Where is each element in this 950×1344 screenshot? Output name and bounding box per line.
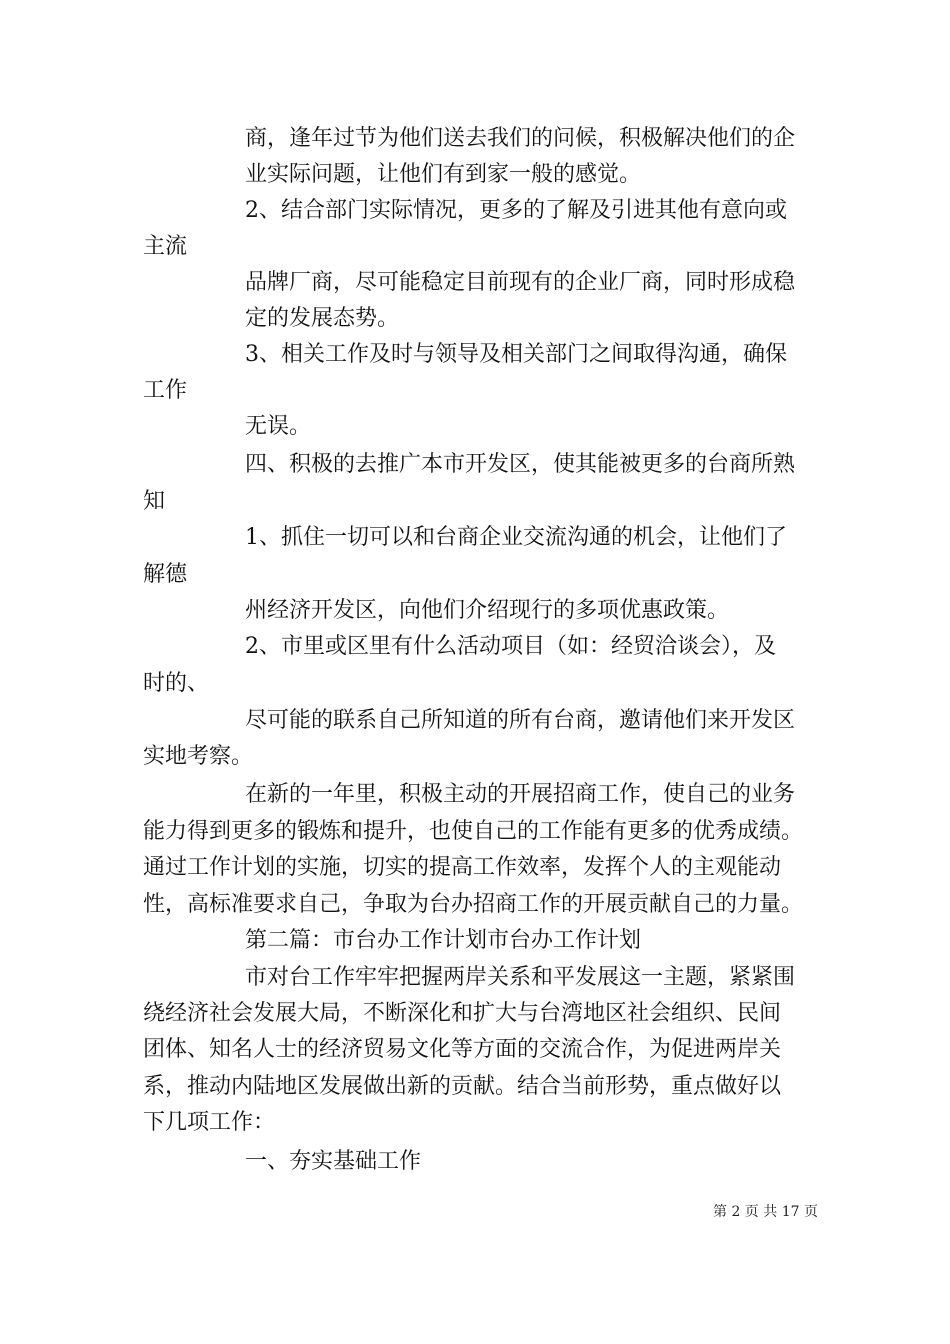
page-number: 第 2 页 共 17 页	[713, 1204, 818, 1220]
text-line: 工作	[143, 378, 188, 403]
text-line: 团体、知名人士的经济贸易文化等方面的交流合作，为促进两岸关	[143, 1037, 782, 1062]
text-line: 通过工作计划的实施，切实的提高工作效率，发挥个人的主观能动	[143, 855, 782, 880]
text-line: 知	[143, 489, 166, 514]
text-line: 定的发展态势。	[245, 306, 400, 331]
text-line: 无误。	[245, 414, 312, 439]
text-line: 能力得到更多的锻炼和提升，也使自己的工作能有更多的优秀成绩。	[143, 819, 804, 844]
text-line: 尽可能的联系自己所知道的所有台商，邀请他们来开发区	[245, 708, 796, 733]
text-line: 2、结合部门实际情况，更多的了解及引进其他有意向或	[245, 198, 787, 223]
text-line: 绕经济社会发展大局，不断深化和扩大与台湾地区社会组织、民间	[143, 1001, 782, 1026]
text-line: 业实际问题，让他们有到家一般的感觉。	[245, 162, 642, 187]
text-line: 主流	[143, 234, 188, 259]
text-line: 2、市里或区里有什么活动项目（如：经贸洽谈会），及	[245, 634, 776, 659]
text-line: 系，推动内陆地区发展做出新的贡献。结合当前形势，重点做好以	[143, 1074, 782, 1099]
text-line: 品牌厂商，尽可能稳定目前现有的企业厂商，同时形成稳	[245, 270, 796, 295]
text-line: 时的、	[143, 671, 210, 696]
text-line: 在新的一年里，积极主动的开展招商工作，使自己的业务	[245, 782, 796, 807]
text-line: 3、相关工作及时与领导及相关部门之间取得沟通，确保	[245, 342, 787, 367]
text-line: 四、积极的去推广本市开发区，使其能被更多的台商所熟	[245, 452, 796, 477]
text-line: 性，高标准要求自己，争取为台办招商工作的开展贡献自己的力量。	[143, 892, 804, 917]
text-line: 1、抓住一切可以和台商企业交流沟通的机会，让他们了	[245, 525, 787, 550]
text-line: 州经济开发区，向他们介绍现行的多项优惠政策。	[245, 598, 730, 623]
text-line: 市对台工作牢牢把握两岸关系和平发展这一主题，紧紧围	[245, 965, 796, 990]
text-line: 下几项工作：	[143, 1110, 276, 1135]
text-line: 实地考察。	[143, 744, 254, 769]
text-line: 一、夯实基础工作	[245, 1149, 422, 1174]
text-line: 商，逢年过节为他们送去我们的问候，积极解决他们的企	[245, 126, 796, 151]
text-line: 解德	[143, 562, 188, 587]
section-heading: 第二篇：市台办工作计划市台办工作计划	[245, 928, 642, 953]
